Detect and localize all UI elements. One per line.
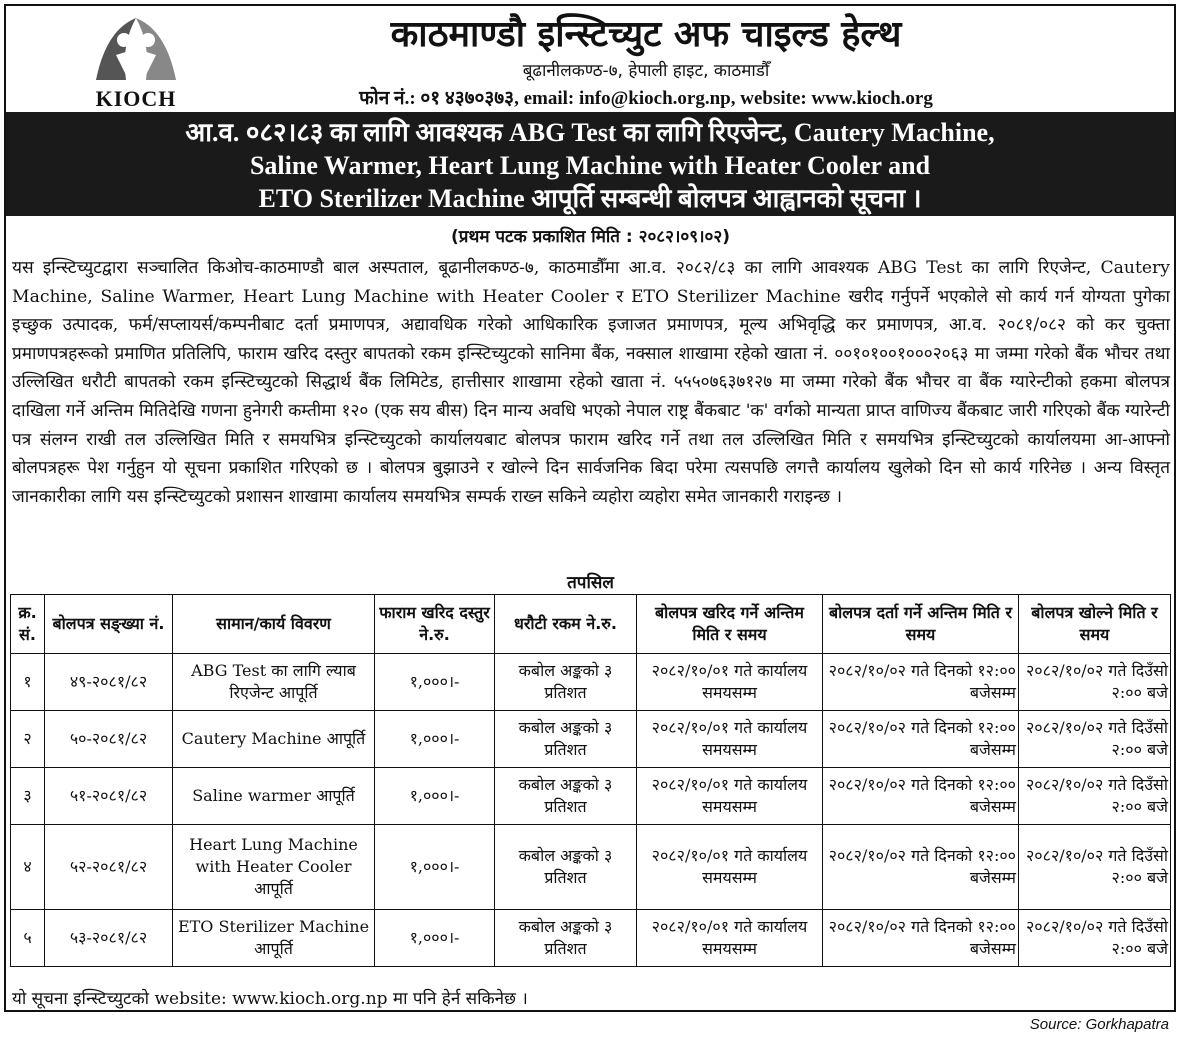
- cell-sn: ३: [11, 768, 45, 825]
- cell-purchase-deadline: २०८२/१०/०१ गते कार्यालय समयसम्म: [637, 654, 823, 711]
- table-row: [11, 654, 1171, 711]
- table-row: [11, 910, 1171, 967]
- cell-description: ABG Test का लागि ल्याब रिएजेन्ट आपूर्ति: [173, 654, 375, 711]
- title-banner: [6, 112, 1174, 216]
- table-title: तपसिल: [567, 573, 614, 593]
- cell-sn: ४: [11, 825, 45, 910]
- cell-bid-no: ५१-२०८१/८२: [45, 768, 173, 825]
- cell-purchase-deadline: २०८२/१०/०१ गते कार्यालय समयसम्म: [637, 910, 823, 967]
- org-name: काठमाण्डौ इन्स्टिच्युट अफ चाइल्ड हेल्थ: [390, 14, 902, 55]
- cell-opening-date: २०८२/१०/०२ गते दिउँसो २:०० बजे: [1019, 654, 1171, 711]
- cell-description: ETO Sterilizer Machine आपूर्ति: [173, 910, 375, 967]
- cell-fee: १,०००।-: [375, 711, 495, 768]
- cell-registration-deadline: २०८२/१०/०२ गते दिनको १२:०० बजेसम्म: [823, 910, 1019, 967]
- cell-sn: २: [11, 711, 45, 768]
- cell-bid-no: ४९-२०८१/८२: [45, 654, 173, 711]
- col-header-description: सामान/कार्य विवरण: [173, 595, 375, 654]
- cell-fee: १,०००।-: [375, 825, 495, 910]
- col-header-opening-date: बोलपत्र खोल्ने मिति र समय: [1019, 595, 1171, 654]
- cell-deposit: कबोल अङ्कको ३ प्रतिशत: [495, 825, 637, 910]
- col-header-deposit: धरौटी रकम ने.रु.: [495, 595, 637, 654]
- cell-purchase-deadline: २०८२/१०/०१ गते कार्यालय समयसम्म: [637, 768, 823, 825]
- cell-fee: १,०००।-: [375, 768, 495, 825]
- cell-fee: १,०००।-: [375, 654, 495, 711]
- notice-body: यस इन्स्टिच्युटद्वारा सञ्चालित किओच-काठमाण्डौ बाल अस्पताल, बूढानीलकण्ठ-७, काठमाडौँमा आ.व. २०८२/८३ का लागि आवश्यक ABG Test का लागि रिएजेन्ट, Cautery Machine, Saline Warmer, Heart Lung Machine with Heater Cooler र ETO Sterilizer Machine खरीद गर्नुपर्ने भएकोले सो कार्य गर्न योग्यता पुगेका इच्छुक उत्पादक, फर्म/सप्लायर्स/कम्पनीबाट दर्ता प्रमाणपत्र, अद्यावधिक गरेको आधिकारिक इजाजत प्रमाणपत्र, मूल्य अभिवृद्धि कर प्रमाणपत्र, आ.व. २०८१/०८२ को कर चुक्ता प्रमाणपत्रहरूको प्रमाणित प्रतिलिपि, फाराम खरिद दस्तुर बापतको रकम इन्स्टिच्युटको सानिमा बैंक, नक्साल शाखामा रहेको खाता नं. ००१०१००१०००२०६३ मा जम्मा गरेको बैंक भौचर तथा उल्लिखित धरौटी बापतको रकम इन्स्टिच्युटको सिद्धार्थ बैंक लिमिटेड, हात्तीसार शाखामा रहेको खाता नं. ५५५०७६३७१२७ मा जम्मा गरेको बैंक भौचर वा बैंक ग्यारेन्टीको हकमा बोलपत्र दाखिला गर्ने अन्तिम मितिदेखि गणना हुनेगरी कम्तीमा १२० (एक सय बीस) दिन मान्य अवधि भएको नेपाल राष्ट्र बैंकबाट 'क' वर्गको मान्यता प्राप्त वाणिज्य बैंकबाट जारी गरिएको बैंक ग्यारेन्टी पत्र संलग्न राखी तल उल्लिखित मिति र समयभित्र इन्स्टिच्युटको कार्यालयबाट बोलपत्र फाराम खरिद गर्ने तथा तल उल्लिखित मिति र समयभित्र इन्स्टिच्युटको कार्यालयमा आ-आफ्नो बोलपत्रहरू पेश गर्नुहुन यो सूचना प्रकाशित गरिएको छ । बोलपत्र बुझाउने र खोल्ने दिन सार्वजनिक बिदा परेमा त्यसपछि लगत्तै कार्यालय खुलेको दिन सो कार्य गरिनेछ । अन्य विस्तृत जानकारीका लागि यस इन्स्टिच्युटको प्रशासन शाखामा कार्यालय समयभित्र सम्पर्क राख्न सकिने व्यहोरा व्यहोरा समेत जानकारी गराइन्छ ।: [12, 258, 1170, 507]
- logo-text: KIOCH: [95, 86, 177, 111]
- cell-bid-no: ५२-२०८१/८२: [45, 825, 173, 910]
- cell-description: Cautery Machine आपूर्ति: [173, 711, 375, 768]
- cell-opening-date: २०८२/१०/०२ गते दिउँसो २:०० बजे: [1019, 910, 1171, 967]
- cell-opening-date: २०८२/१०/०२ गते दिउँसो २:०० बजे: [1019, 825, 1171, 910]
- cell-sn: १: [11, 654, 45, 711]
- banner-line-3: ETO Sterilizer Machine आपूर्ति सम्बन्धी बोलपत्र आह्वानको सूचना ।: [258, 184, 922, 213]
- cell-purchase-deadline: २०८२/१०/०१ गते कार्यालय समयसम्म: [637, 711, 823, 768]
- header: [6, 6, 1174, 112]
- cell-deposit: कबोल अङ्कको ३ प्रतिशत: [495, 768, 637, 825]
- cell-registration-deadline: २०८२/१०/०२ गते दिनको १२:०० बजेसम्म: [823, 654, 1019, 711]
- cell-description: Saline warmer आपूर्ति: [173, 768, 375, 825]
- kioch-logo: [86, 10, 186, 112]
- cell-registration-deadline: २०८२/१०/०२ गते दिनको १२:०० बजेसम्म: [823, 711, 1019, 768]
- org-address: बूढानीलकण्ठ-७, हेपाली हाइट, काठमाडौँ: [522, 61, 770, 81]
- cell-fee: १,०००।-: [375, 910, 495, 967]
- cell-registration-deadline: २०८२/१०/०२ गते दिनको १२:०० बजेसम्म: [823, 825, 1019, 910]
- cell-deposit: कबोल अङ्कको ३ प्रतिशत: [495, 910, 637, 967]
- tender-table: [10, 594, 1171, 967]
- logo-figures-icon: [86, 10, 186, 90]
- col-header-form-fee: फाराम खरिद दस्तुर ने.रु.: [375, 595, 495, 654]
- cell-registration-deadline: २०८२/१०/०२ गते दिनको १२:०० बजेसम्म: [823, 768, 1019, 825]
- table-row: [11, 711, 1171, 768]
- cell-bid-no: ५३-२०८१/८२: [45, 910, 173, 967]
- col-header-sn: क्र. सं.: [11, 595, 45, 654]
- table-row: [11, 768, 1171, 825]
- cell-description: Heart Lung Machine with Heater Cooler आपूर्ति: [173, 825, 375, 910]
- col-header-bid-no: बोलपत्र सङ्ख्या नं.: [45, 595, 173, 654]
- cell-opening-date: २०८२/१०/०२ गते दिउँसो २:०० बजे: [1019, 768, 1171, 825]
- publication-date: (प्रथम पटक प्रकाशित मिति : २०८२।०९।०२): [451, 227, 730, 247]
- cell-deposit: कबोल अङ्कको ३ प्रतिशत: [495, 711, 637, 768]
- org-contact: फोन नं.: ०१ ४३७०३७३, email: info@kioch.org.np, website: www.kioch.org: [359, 88, 933, 109]
- footer-note: यो सूचना इन्स्टिच्युटको website: www.kioch.org.np मा पनि हेर्न सकिनेछ ।: [12, 989, 528, 1009]
- cell-bid-no: ५०-२०८१/८२: [45, 711, 173, 768]
- source-credit: Source: Gorkhapatra: [1029, 1016, 1169, 1033]
- table-header-row: [11, 595, 1171, 654]
- cell-sn: ५: [11, 910, 45, 967]
- cell-purchase-deadline: २०८२/१०/०१ गते कार्यालय समयसम्म: [637, 825, 823, 910]
- cell-deposit: कबोल अङ्कको ३ प्रतिशत: [495, 654, 637, 711]
- col-header-registration-deadline: बोलपत्र दर्ता गर्ने अन्तिम मिति र समय: [823, 595, 1019, 654]
- banner-line-1: आ.व. ०८२।८३ का लागि आवश्यक ABG Test का लागि रिएजेन्ट, Cautery Machine,: [185, 118, 995, 147]
- table-row: [11, 825, 1171, 910]
- banner-line-2: Saline Warmer, Heart Lung Machine with Heater Cooler and: [249, 151, 931, 180]
- cell-opening-date: २०८२/१०/०२ गते दिउँसो २:०० बजे: [1019, 711, 1171, 768]
- col-header-purchase-deadline: बोलपत्र खरिद गर्ने अन्तिम मिति र समय: [637, 595, 823, 654]
